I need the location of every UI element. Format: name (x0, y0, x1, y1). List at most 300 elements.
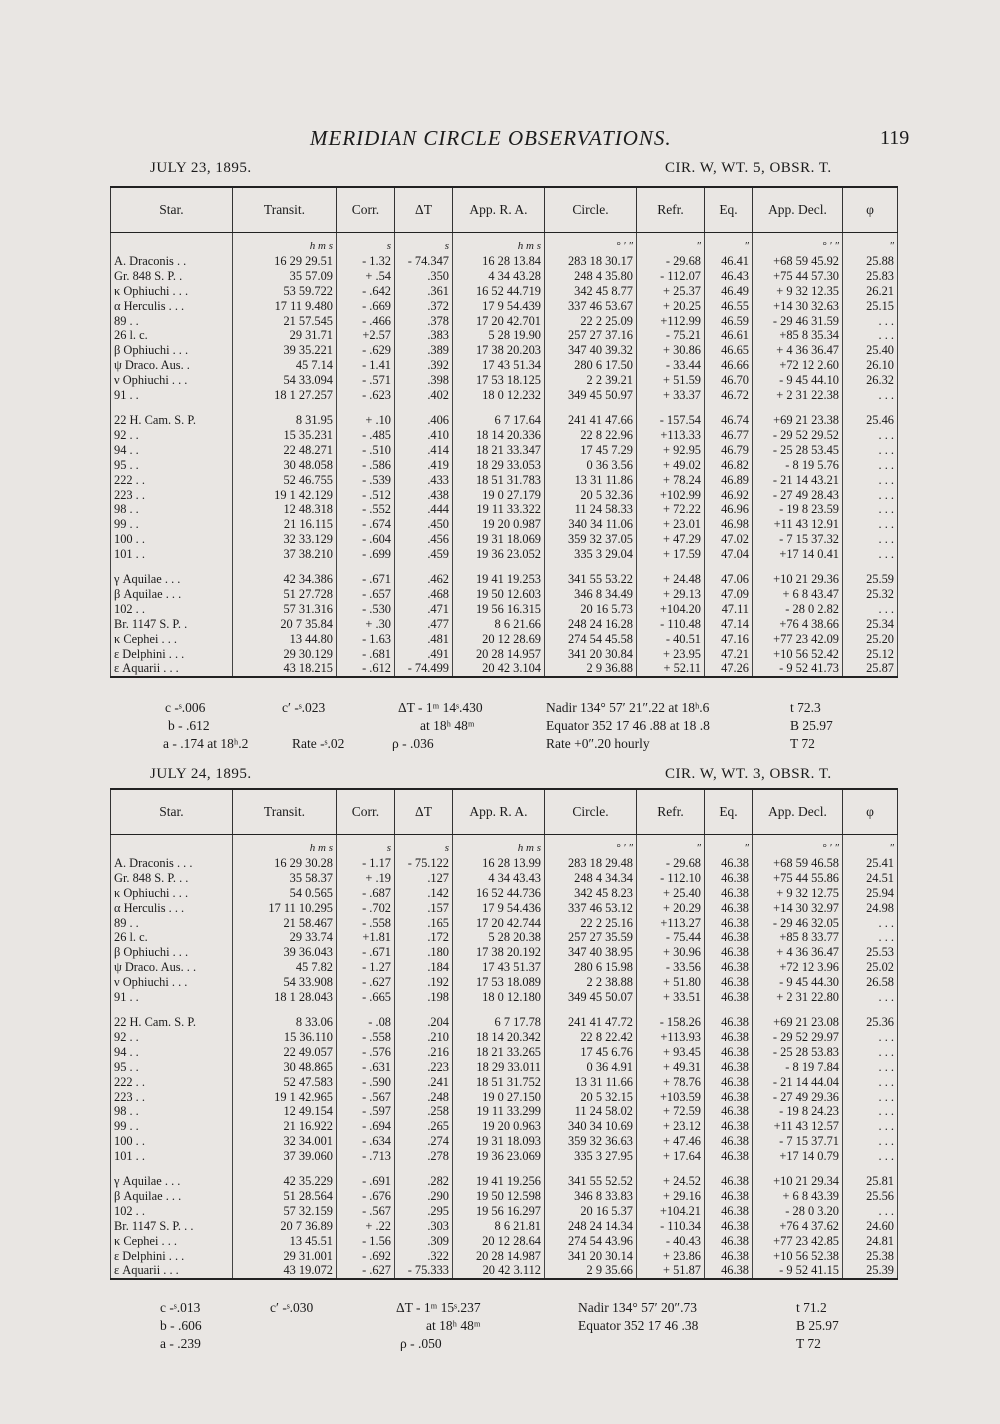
table-row (111, 572, 898, 587)
phi-cell: 25.12 (843, 647, 898, 662)
app-decl-cell: +69 21 23.08 (753, 1015, 843, 1030)
app-decl-cell: +75 44 57.30 (753, 269, 843, 284)
column-header-phi: φ (843, 789, 898, 835)
units-row (111, 835, 898, 856)
table-row (111, 488, 898, 503)
unit-phi: ″ (843, 835, 898, 856)
app-decl-cell: + 6 8 43.47 (753, 587, 843, 602)
delta-t-cell: .172 (395, 930, 453, 945)
star-cell: β Ophiuchi . . . (111, 343, 233, 358)
spacer-cell (453, 1164, 545, 1174)
star-cell: 101 . . (111, 1149, 233, 1164)
corr-cell: - .702 (337, 901, 395, 916)
corr-cell: - .604 (337, 532, 395, 547)
refr-cell: + 25.37 (637, 284, 705, 299)
transit-cell: 13 44.80 (233, 632, 337, 647)
app-ra-cell: 17 9 54.439 (453, 299, 545, 314)
app-ra-cell: 19 0 27.150 (453, 1090, 545, 1105)
refr-cell: + 17.64 (637, 1149, 705, 1164)
circle-cell: 11 24 58.33 (545, 502, 637, 517)
star-cell: ε Delphini . . . (111, 647, 233, 662)
circle-cell: 342 45 8.23 (545, 886, 637, 901)
eq-cell: 46.55 (705, 299, 753, 314)
eq-cell: 46.96 (705, 502, 753, 517)
unit-app-ra: h m s (453, 233, 545, 254)
eq-cell: 46.38 (705, 1204, 753, 1219)
collimation-c: c -ˢ.006 (165, 700, 206, 715)
eq-cell: 46.38 (705, 871, 753, 886)
app-ra-cell: 18 0 12.180 (453, 990, 545, 1005)
phi-cell: . . . (843, 314, 898, 329)
spacer-cell (233, 562, 337, 572)
circle-cell: 274 54 45.58 (545, 632, 637, 647)
delta-t-cell: .389 (395, 343, 453, 358)
transit-cell: 52 46.755 (233, 473, 337, 488)
corr-cell: - .629 (337, 343, 395, 358)
transit-cell: 45 7.82 (233, 960, 337, 975)
delta-t-cell: .477 (395, 617, 453, 632)
table-row (111, 314, 898, 329)
circle-cell: 346 8 33.83 (545, 1189, 637, 1204)
phi-cell: 25.02 (843, 960, 898, 975)
refr-cell: + 72.22 (637, 502, 705, 517)
app-ra-cell: 18 51 31.783 (453, 473, 545, 488)
spacer-cell (753, 403, 843, 413)
app-ra-cell: 6 7 17.64 (453, 413, 545, 428)
phi-cell: 26.32 (843, 373, 898, 388)
eq-cell: 46.38 (705, 856, 753, 871)
app-ra-cell: 19 50 12.598 (453, 1189, 545, 1204)
star-cell: 100 . . (111, 1134, 233, 1149)
corr-cell: - .567 (337, 1090, 395, 1105)
eq-cell: 47.26 (705, 661, 753, 677)
corr-cell: + .10 (337, 413, 395, 428)
spacer-cell (395, 403, 453, 413)
circle-cell: 337 46 53.67 (545, 299, 637, 314)
phi-cell: . . . (843, 1104, 898, 1119)
section-header-2 (0, 766, 1000, 788)
circle-cell: 2 9 36.88 (545, 661, 637, 677)
unit-app-ra: h m s (453, 835, 545, 856)
eq-cell: 46.38 (705, 1263, 753, 1279)
group-spacer (111, 562, 898, 572)
star-cell: γ Aquilae . . . (111, 572, 233, 587)
circle-cell: 13 31 11.86 (545, 473, 637, 488)
page-number: 119 (880, 127, 910, 149)
column-header-delta-t: ΔT (395, 789, 453, 835)
table-row (111, 647, 898, 662)
circle-cell: 0 36 3.56 (545, 458, 637, 473)
corr-cell: - .665 (337, 990, 395, 1005)
star-cell: 223 . . (111, 488, 233, 503)
delta-t-cell: .410 (395, 428, 453, 443)
app-decl-cell: - 29 46 32.05 (753, 916, 843, 931)
instrument-info: CIR. W, WT. 3, OBSR. T. (665, 766, 832, 782)
corr-cell: - .657 (337, 587, 395, 602)
delta-t-cell: .462 (395, 572, 453, 587)
spacer-cell (111, 1164, 233, 1174)
transit-cell: 30 48.865 (233, 1060, 337, 1075)
app-ra-cell: 19 56 16.315 (453, 602, 545, 617)
app-decl-cell: - 29 52 29.97 (753, 1030, 843, 1045)
corr-cell: - .642 (337, 284, 395, 299)
phi-cell: . . . (843, 388, 898, 403)
app-ra-cell: 19 41 19.256 (453, 1174, 545, 1189)
circle-cell: 274 54 43.96 (545, 1234, 637, 1249)
phi-cell: 25.59 (843, 572, 898, 587)
delta-t-cell: .491 (395, 647, 453, 662)
column-header-eq: Eq. (705, 187, 753, 233)
table-row (111, 661, 898, 677)
transit-cell: 21 57.545 (233, 314, 337, 329)
app-ra-cell: 20 42 3.104 (453, 661, 545, 677)
table-row (111, 1204, 898, 1219)
refr-cell: + 49.02 (637, 458, 705, 473)
unit-app-decl: ° ′ ″ (753, 835, 843, 856)
table-row (111, 916, 898, 931)
star-cell: 223 . . (111, 1090, 233, 1105)
spacer-cell (843, 562, 898, 572)
column-header-phi: φ (843, 187, 898, 233)
app-decl-cell: +72 12 3.96 (753, 960, 843, 975)
circle-cell: 341 20 30.84 (545, 647, 637, 662)
refr-cell: +112.99 (637, 314, 705, 329)
column-header-app-decl: App. Decl. (753, 187, 843, 233)
table-row (111, 886, 898, 901)
corr-cell: - .691 (337, 1174, 395, 1189)
barometer-b: B 25.97 (790, 718, 833, 733)
app-ra-cell: 19 50 12.603 (453, 587, 545, 602)
eq-cell: 46.38 (705, 1090, 753, 1105)
corr-cell: - .08 (337, 1015, 395, 1030)
delta-t-cell: .157 (395, 901, 453, 916)
circle-cell: 257 27 35.59 (545, 930, 637, 945)
app-ra-cell: 17 43 51.37 (453, 960, 545, 975)
phi-cell: . . . (843, 1060, 898, 1075)
star-cell: 91 . . (111, 388, 233, 403)
star-cell: 92 . . (111, 1030, 233, 1045)
temperature-T: T 72 (790, 736, 815, 751)
app-ra-cell: 19 11 33.299 (453, 1104, 545, 1119)
delta-t-cell: .456 (395, 532, 453, 547)
eq-cell: 46.38 (705, 930, 753, 945)
table-row (111, 517, 898, 532)
table-row (111, 856, 898, 871)
delta-t-cell: .459 (395, 547, 453, 562)
phi-cell: 25.88 (843, 254, 898, 269)
phi-cell: . . . (843, 1090, 898, 1105)
delta-t-cell: .295 (395, 1204, 453, 1219)
eq-cell: 47.06 (705, 572, 753, 587)
transit-cell: 37 39.060 (233, 1149, 337, 1164)
eq-cell: 46.38 (705, 960, 753, 975)
delta-t-cell: .180 (395, 945, 453, 960)
circle-cell: 248 4 34.34 (545, 871, 637, 886)
delta-t-cell: .383 (395, 328, 453, 343)
refr-cell: + 29.16 (637, 1189, 705, 1204)
star-cell: 101 . . (111, 547, 233, 562)
star-cell: ν Ophiuchi . . . (111, 373, 233, 388)
app-decl-cell: - 19 8 23.59 (753, 502, 843, 517)
observation-date: JULY 23, 1895. (150, 160, 252, 176)
star-cell: 89 . . (111, 314, 233, 329)
unit-eq: ″ (705, 835, 753, 856)
phi-cell: 25.56 (843, 1189, 898, 1204)
delta-t-cell: .444 (395, 502, 453, 517)
transit-cell: 15 35.231 (233, 428, 337, 443)
app-decl-cell: +68 59 45.92 (753, 254, 843, 269)
unit-delta-t: s (395, 835, 453, 856)
column-header-corr: Corr. (337, 789, 395, 835)
app-decl-cell: +17 14 0.79 (753, 1149, 843, 1164)
app-decl-cell: - 27 49 28.43 (753, 488, 843, 503)
refr-cell: +103.59 (637, 1090, 705, 1105)
table-row (111, 1060, 898, 1075)
unit-circle: ° ′ ″ (545, 233, 637, 254)
refr-cell: + 49.31 (637, 1060, 705, 1075)
delta-t-cell: .165 (395, 916, 453, 931)
group-spacer (111, 403, 898, 413)
transit-cell: 19 1 42.129 (233, 488, 337, 503)
app-decl-cell: - 29 52 29.52 (753, 428, 843, 443)
observation-table-july-24 (110, 788, 898, 1280)
star-cell: ψ Draco. Aus. . . (111, 960, 233, 975)
spacer-cell (395, 562, 453, 572)
eq-cell: 46.74 (705, 413, 753, 428)
transit-cell: 54 0.565 (233, 886, 337, 901)
column-header-circle: Circle. (545, 789, 637, 835)
circle-cell: 2 9 35.66 (545, 1263, 637, 1279)
refr-cell: - 29.68 (637, 856, 705, 871)
column-header-app-ra: App. R. A. (453, 789, 545, 835)
star-cell: ψ Draco. Aus. . (111, 358, 233, 373)
circle-cell: 248 24 14.34 (545, 1219, 637, 1234)
app-decl-cell: +11 43 12.91 (753, 517, 843, 532)
table-row (111, 458, 898, 473)
nadir-reading: Nadir 134° 57′ 21″.22 at 18ʰ.6 (546, 700, 710, 715)
table-row (111, 269, 898, 284)
eq-cell: 46.89 (705, 473, 753, 488)
circle-cell: 342 45 8.77 (545, 284, 637, 299)
corr-cell: - .634 (337, 1134, 395, 1149)
transit-cell: 42 34.386 (233, 572, 337, 587)
circle-cell: 280 6 15.98 (545, 960, 637, 975)
transit-cell: 51 27.728 (233, 587, 337, 602)
unit-eq: ″ (705, 233, 753, 254)
corr-cell: - 1.41 (337, 358, 395, 373)
corr-cell: - .671 (337, 945, 395, 960)
refr-cell: - 75.21 (637, 328, 705, 343)
circle-cell: 257 27 37.16 (545, 328, 637, 343)
eq-cell: 46.65 (705, 343, 753, 358)
spacer-cell (545, 403, 637, 413)
star-cell: κ Cephei . . . (111, 632, 233, 647)
spacer-cell (637, 1164, 705, 1174)
delta-t-cell: .402 (395, 388, 453, 403)
refr-cell: + 51.87 (637, 1263, 705, 1279)
app-ra-cell: 19 31 18.093 (453, 1134, 545, 1149)
app-decl-cell: + 2 31 22.80 (753, 990, 843, 1005)
transit-cell: 57 31.316 (233, 602, 337, 617)
app-decl-cell: - 7 15 37.32 (753, 532, 843, 547)
transit-cell: 18 1 28.043 (233, 990, 337, 1005)
circle-cell: 359 32 37.05 (545, 532, 637, 547)
app-ra-cell: 19 36 23.052 (453, 547, 545, 562)
star-cell: 95 . . (111, 458, 233, 473)
delta-t-cell: .274 (395, 1134, 453, 1149)
equator-reading: Equator 352 17 46 .88 at 18 .8 (546, 718, 710, 733)
circle-cell: 347 40 38.95 (545, 945, 637, 960)
app-decl-cell: - 25 28 53.45 (753, 443, 843, 458)
table-row (111, 284, 898, 299)
star-cell: 98 . . (111, 502, 233, 517)
table-row (111, 1090, 898, 1105)
transit-cell: 45 7.14 (233, 358, 337, 373)
unit-corr: s (337, 233, 395, 254)
app-ra-cell: 17 53 18.125 (453, 373, 545, 388)
delta-t-cell: .241 (395, 1075, 453, 1090)
star-cell: ε Aquarii . . . (111, 1263, 233, 1279)
delta-t-cell: .419 (395, 458, 453, 473)
corr-cell: - .674 (337, 517, 395, 532)
spacer-cell (395, 1164, 453, 1174)
circle-cell: 337 46 53.12 (545, 901, 637, 916)
star-cell: κ Ophiuchi . . . (111, 886, 233, 901)
app-decl-cell: +75 44 55.86 (753, 871, 843, 886)
app-decl-cell: +10 56 52.38 (753, 1249, 843, 1264)
star-cell: 26 l. c. (111, 930, 233, 945)
column-header-star: Star. (111, 789, 233, 835)
table-row (111, 602, 898, 617)
circle-cell: 248 24 16.28 (545, 617, 637, 632)
refr-cell: - 33.56 (637, 960, 705, 975)
corr-cell: +2.57 (337, 328, 395, 343)
unit-corr: s (337, 835, 395, 856)
phi-cell: . . . (843, 428, 898, 443)
refr-cell: + 30.86 (637, 343, 705, 358)
circle-cell: 17 45 6.76 (545, 1045, 637, 1060)
table-row (111, 443, 898, 458)
table-row (111, 1149, 898, 1164)
corr-cell: - .687 (337, 886, 395, 901)
spacer-cell (753, 1164, 843, 1174)
eq-cell: 46.38 (705, 1134, 753, 1149)
circle-cell: 349 45 50.07 (545, 990, 637, 1005)
star-cell: 92 . . (111, 428, 233, 443)
transit-cell: 21 58.467 (233, 916, 337, 931)
corr-cell: - .485 (337, 428, 395, 443)
transit-cell: 21 16.115 (233, 517, 337, 532)
table-row (111, 990, 898, 1005)
eq-cell: 46.38 (705, 886, 753, 901)
phi-cell: . . . (843, 1134, 898, 1149)
phi-cell: . . . (843, 473, 898, 488)
delta-t-cell: .433 (395, 473, 453, 488)
corr-cell: - .694 (337, 1119, 395, 1134)
corr-cell: - .466 (337, 314, 395, 329)
table-row (111, 502, 898, 517)
table-row (111, 871, 898, 886)
corr-cell: + .54 (337, 269, 395, 284)
table-row (111, 1075, 898, 1090)
delta-t-cell: .398 (395, 373, 453, 388)
app-ra-cell: 8 6 21.66 (453, 617, 545, 632)
spacer-cell (843, 1164, 898, 1174)
spacer-cell (705, 1005, 753, 1015)
corr-cell: + .22 (337, 1219, 395, 1234)
circle-cell: 349 45 50.97 (545, 388, 637, 403)
app-decl-cell: +85 8 35.34 (753, 328, 843, 343)
phi-cell: . . . (843, 1030, 898, 1045)
spacer-cell (337, 562, 395, 572)
azimuth-a: a - .174 at 18ʰ.2 (163, 736, 249, 751)
unit-refr: ″ (637, 233, 705, 254)
delta-t-cell: .223 (395, 1060, 453, 1075)
table-row (111, 1263, 898, 1279)
circle-cell: 20 16 5.37 (545, 1204, 637, 1219)
app-ra-cell: 18 29 33.011 (453, 1060, 545, 1075)
spacer-cell (111, 403, 233, 413)
star-cell: Br. 1147 S. P. . (111, 617, 233, 632)
app-decl-cell: +69 21 23.38 (753, 413, 843, 428)
eq-cell: 47.02 (705, 532, 753, 547)
phi-cell: 24.98 (843, 901, 898, 916)
phi-cell: . . . (843, 502, 898, 517)
spacer-cell (337, 1005, 395, 1015)
app-ra-cell: 19 20 0.987 (453, 517, 545, 532)
column-header-star: Star. (111, 187, 233, 233)
table-row (111, 1015, 898, 1030)
instrument-info: CIR. W, WT. 5, OBSR. T. (665, 160, 832, 176)
phi-cell: 24.60 (843, 1219, 898, 1234)
unit-star (111, 835, 233, 856)
app-ra-cell: 17 53 18.089 (453, 975, 545, 990)
star-cell: ε Aquarii . . . (111, 661, 233, 677)
app-decl-cell: +10 21 29.36 (753, 572, 843, 587)
circle-cell: 20 5 32.36 (545, 488, 637, 503)
corr-cell: - .510 (337, 443, 395, 458)
clock-correction: ΔT - 1ᵐ 15ˢ.237 (396, 1300, 481, 1315)
transit-cell: 8 31.95 (233, 413, 337, 428)
nadir-reading: Nadir 134° 57′ 20″.73 (578, 1300, 697, 1315)
app-ra-cell: 18 21 33.265 (453, 1045, 545, 1060)
eq-cell: 46.92 (705, 488, 753, 503)
refr-cell: + 24.52 (637, 1174, 705, 1189)
app-ra-cell: 8 6 21.81 (453, 1219, 545, 1234)
transit-cell: 43 19.072 (233, 1263, 337, 1279)
eq-cell: 46.38 (705, 1060, 753, 1075)
header-row (111, 187, 898, 233)
eq-cell: 46.38 (705, 1249, 753, 1264)
spacer-cell (843, 1005, 898, 1015)
table-row (111, 901, 898, 916)
star-cell: α Herculis . . . (111, 299, 233, 314)
delta-t-cell: .184 (395, 960, 453, 975)
app-ra-cell: 19 11 33.322 (453, 502, 545, 517)
eq-cell: 46.72 (705, 388, 753, 403)
delta-t-cell: .450 (395, 517, 453, 532)
eq-cell: 46.38 (705, 1234, 753, 1249)
spacer-cell (843, 403, 898, 413)
delta-t-cell: .278 (395, 1149, 453, 1164)
spacer-cell (337, 1164, 395, 1174)
app-ra-cell: 18 14 20.336 (453, 428, 545, 443)
corr-cell: - .571 (337, 373, 395, 388)
refr-cell: + 78.76 (637, 1075, 705, 1090)
page-header (0, 126, 1000, 152)
table-row (111, 975, 898, 990)
app-ra-cell: 16 28 13.84 (453, 254, 545, 269)
